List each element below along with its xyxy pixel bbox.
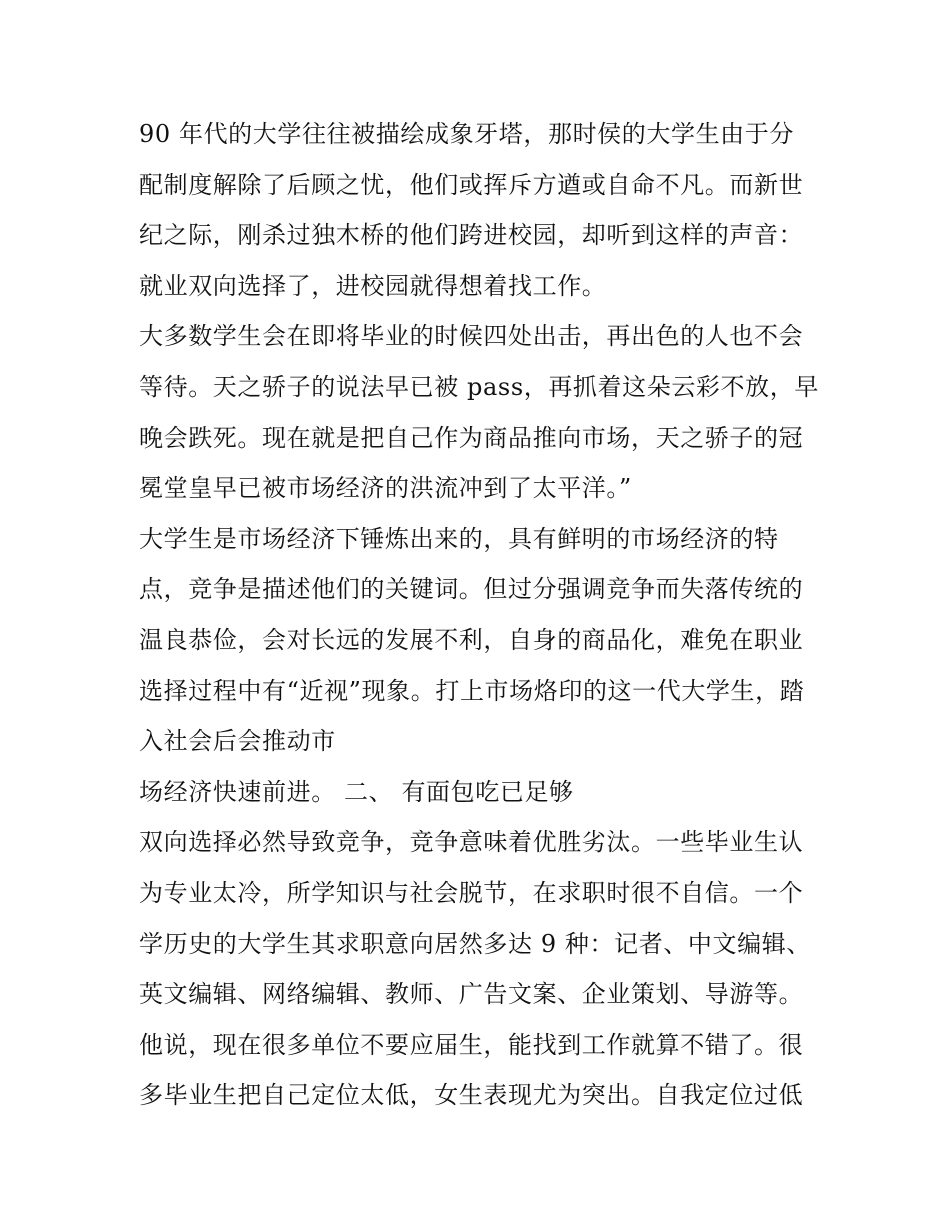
text-line: 纪之际，刚杀过独木桥的他们跨进校园，却听到这样的声音： bbox=[139, 221, 804, 250]
text-line: 晚会跌死。现在就是把自己作为商品推向市场，天之骄子的冠 bbox=[139, 423, 804, 452]
text-line: 90 年代的大学往往被描绘成象牙塔，那时侯的大学生由于分 bbox=[139, 120, 794, 148]
text-line: 温良恭俭，会对长远的发展不利，自身的商品化，难免在职业 bbox=[139, 625, 804, 654]
text-line: 选择过程中有“近视”现象。打上市场烙印的这一代大学生，踏 bbox=[139, 676, 805, 705]
text-line: 英文编辑、网络编辑、教师、广告文案、企业策划、导游等。 bbox=[139, 980, 804, 1009]
text-line: 学历史的大学生其求职意向居然多达 9 种：记者、中文编辑、 bbox=[139, 929, 811, 958]
text-line: 双向选择必然导致竞争，竞争意味着优胜劣汰。一些毕业生认 bbox=[139, 828, 804, 857]
text-line: 他说，现在很多单位不要应届生，能找到工作就算不错了。很 bbox=[139, 1030, 804, 1059]
text-line: 大学生是市场经济下锤炼出来的，具有鲜明的市场经济的特 bbox=[139, 524, 779, 553]
text-line: 大多数学生会在即将毕业的时候四处出击，再出色的人也不会 bbox=[139, 322, 804, 351]
text-line: 配制度解除了后顾之忧，他们或挥斥方遒或自命不凡。而新世 bbox=[139, 170, 804, 199]
text-line: 就业双向选择了，进校园就得想着找工作。 bbox=[139, 271, 607, 300]
text-line: 等待。天之骄子的说法早已被 pass，再抓着这朵云彩不放，早 bbox=[139, 372, 819, 401]
text-line: 为专业太冷，所学知识与社会脱节，在求职时很不自信。一个 bbox=[139, 878, 804, 907]
body-text bbox=[139, 109, 819, 1121]
text-line: 多毕业生把自己定位太低，女生表现尤为突出。自我定位过低 bbox=[139, 1081, 804, 1110]
text-line: 场经济快速前进。 二、 有面包吃已足够 bbox=[139, 777, 574, 806]
text-line: 冕堂皇早已被市场经济的洪流冲到了太平洋。” bbox=[139, 474, 632, 503]
text-line: 点，竞争是描述他们的关键词。但过分强调竞争而失落传统的 bbox=[139, 575, 804, 604]
text-line: 入社会后会推动市 bbox=[139, 727, 336, 756]
